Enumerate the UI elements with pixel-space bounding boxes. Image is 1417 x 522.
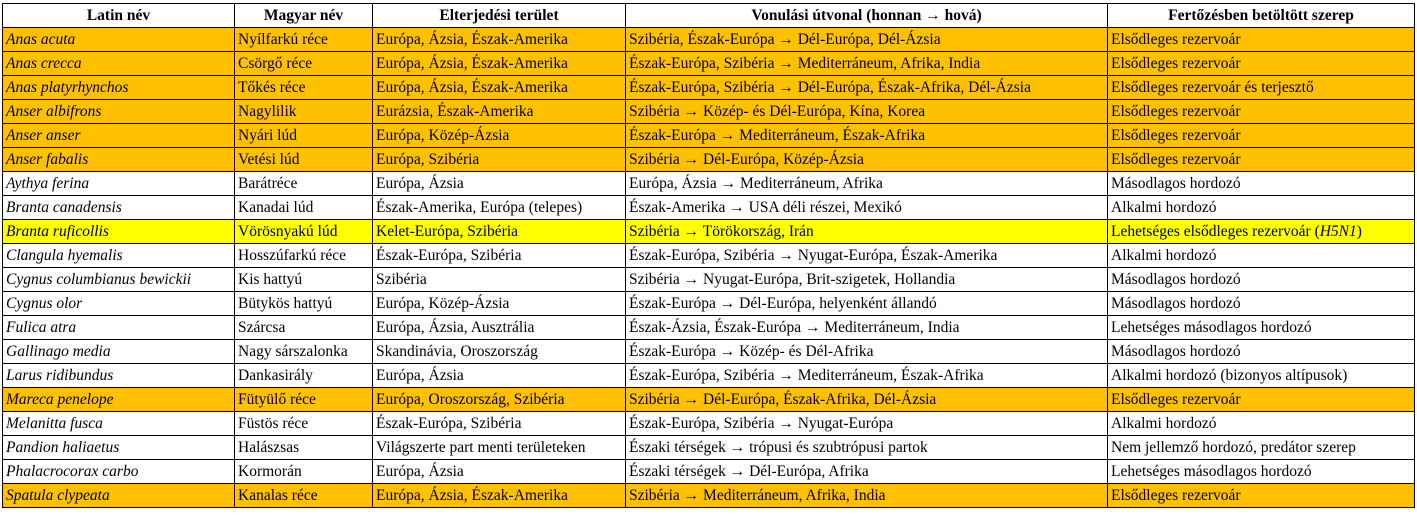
cell-hungarian-name: Nagy sárszalonka	[235, 340, 373, 364]
cell-infection-role: Elsődleges rezervoár	[1108, 124, 1415, 148]
cell-latin-name: Aythya ferina	[3, 172, 235, 196]
cell-infection-role: Elsődleges rezervoár	[1108, 28, 1415, 52]
cell-infection-role: Elsődleges rezervoár	[1108, 100, 1415, 124]
cell-latin-name: Pandion haliaetus	[3, 436, 235, 460]
cell-range: Európa, Ázsia, Ausztrália	[373, 316, 626, 340]
cell-latin-name: Cygnus columbianus bewickii	[3, 268, 235, 292]
table-row	[3, 28, 1415, 52]
cell-hungarian-name: Bütykös hattyú	[235, 292, 373, 316]
cell-hungarian-name: Nagylilik	[235, 100, 373, 124]
cell-latin-name: Anas crecca	[3, 52, 235, 76]
cell-infection-role: Alkalmi hordozó	[1108, 244, 1415, 268]
table-row	[3, 52, 1415, 76]
cell-range: Európa, Ázsia, Észak-Amerika	[373, 28, 626, 52]
cell-range: Eurázsia, Észak-Amerika	[373, 100, 626, 124]
cell-range: Európa, Ázsia	[373, 172, 626, 196]
cell-latin-name: Phalacrocorax carbo	[3, 460, 235, 484]
cell-hungarian-name: Szárcsa	[235, 316, 373, 340]
cell-range: Európa, Ázsia	[373, 364, 626, 388]
cell-migration-route: Szibéria → Dél-Európa, Észak-Afrika, Dél-Ázsia	[626, 388, 1108, 412]
cell-range: Európa, Szibéria	[373, 148, 626, 172]
table-body	[3, 28, 1415, 508]
table-row	[3, 196, 1415, 220]
cell-range: Európa, Közép-Ázsia	[373, 124, 626, 148]
table-row	[3, 244, 1415, 268]
cell-hungarian-name: Halászsas	[235, 436, 373, 460]
cell-latin-name: Branta ruficollis	[3, 220, 235, 244]
cell-hungarian-name: Csörgő réce	[235, 52, 373, 76]
cell-range: Világszerte part menti területeken	[373, 436, 626, 460]
cell-range: Észak-Európa, Szibéria	[373, 244, 626, 268]
cell-hungarian-name: Kormorán	[235, 460, 373, 484]
cell-infection-role: Lehetséges másodlagos hordozó	[1108, 316, 1415, 340]
cell-migration-route: Észak-Európa, Szibéria → Mediterráneum, Afrika, India	[626, 52, 1108, 76]
cell-infection-role: Elsődleges rezervoár	[1108, 388, 1415, 412]
cell-latin-name: Anser fabalis	[3, 148, 235, 172]
cell-migration-route: Észak-Európa, Szibéria → Dél-Európa, Észak-Afrika, Dél-Ázsia	[626, 76, 1108, 100]
cell-range: Észak-Amerika, Európa (telepes)	[373, 196, 626, 220]
bird-species-table	[2, 3, 1415, 508]
cell-migration-route: Szibéria → Dél-Európa, Közép-Ázsia	[626, 148, 1108, 172]
cell-hungarian-name: Nyílfarkú réce	[235, 28, 373, 52]
cell-range: Európa, Közép-Ázsia	[373, 292, 626, 316]
role-subtype: H5N1	[1319, 222, 1357, 240]
cell-latin-name: Mareca penelope	[3, 388, 235, 412]
cell-migration-route: Észak-Európa → Közép- és Dél-Afrika	[626, 340, 1108, 364]
cell-migration-route: Észak-Európa, Szibéria → Nyugat-Európa, Észak-Amerika	[626, 244, 1108, 268]
table-row	[3, 364, 1415, 388]
cell-range: Európa, Ázsia, Észak-Amerika	[373, 484, 626, 508]
cell-hungarian-name: Vetési lúd	[235, 148, 373, 172]
header-hungarian-name: Magyar név	[235, 4, 373, 28]
table-row	[3, 340, 1415, 364]
cell-infection-role: Alkalmi hordozó (bizonyos altípusok)	[1108, 364, 1415, 388]
cell-range: Skandinávia, Oroszország	[373, 340, 626, 364]
cell-infection-role: Másodlagos hordozó	[1108, 340, 1415, 364]
cell-migration-route: Észak-Európa, Szibéria → Mediterráneum, Észak-Afrika	[626, 364, 1108, 388]
header-infection-role: Fertőzésben betöltött szerep	[1108, 4, 1415, 28]
cell-migration-route: Szibéria → Törökország, Irán	[626, 220, 1108, 244]
cell-hungarian-name: Hosszúfarkú réce	[235, 244, 373, 268]
cell-migration-route: Észak-Ázsia, Észak-Európa → Mediterráneum, India	[626, 316, 1108, 340]
table-row	[3, 172, 1415, 196]
cell-infection-role: Másodlagos hordozó	[1108, 292, 1415, 316]
cell-migration-route: Szibéria → Mediterráneum, Afrika, India	[626, 484, 1108, 508]
cell-hungarian-name: Vörösnyakú lúd	[235, 220, 373, 244]
cell-infection-role: Alkalmi hordozó	[1108, 412, 1415, 436]
cell-infection-role: Lehetséges elsődleges rezervoár (H5N1)	[1108, 220, 1415, 244]
table-row	[3, 412, 1415, 436]
cell-hungarian-name: Barátréce	[235, 172, 373, 196]
cell-latin-name: Anas platyrhynchos	[3, 76, 235, 100]
cell-infection-role: Elsődleges rezervoár	[1108, 52, 1415, 76]
cell-migration-route: Északi térségek → trópusi és szubtrópusi partok	[626, 436, 1108, 460]
cell-migration-route: Északi térségek → Dél-Európa, Afrika	[626, 460, 1108, 484]
cell-migration-route: Észak-Európa → Mediterráneum, Észak-Afrika	[626, 124, 1108, 148]
table-row	[3, 268, 1415, 292]
cell-migration-route: Szibéria → Nyugat-Európa, Brit-szigetek, Hollandia	[626, 268, 1108, 292]
cell-latin-name: Clangula hyemalis	[3, 244, 235, 268]
cell-latin-name: Anser anser	[3, 124, 235, 148]
cell-hungarian-name: Nyári lúd	[235, 124, 373, 148]
cell-latin-name: Anas acuta	[3, 28, 235, 52]
cell-latin-name: Gallinago media	[3, 340, 235, 364]
table-row	[3, 100, 1415, 124]
cell-migration-route: Szibéria → Közép- és Dél-Európa, Kína, Korea	[626, 100, 1108, 124]
cell-range: Kelet-Európa, Szibéria	[373, 220, 626, 244]
table-row	[3, 76, 1415, 100]
cell-migration-route: Szibéria, Észak-Európa → Dél-Európa, Dél-Ázsia	[626, 28, 1108, 52]
cell-infection-role: Elsődleges rezervoár	[1108, 148, 1415, 172]
cell-latin-name: Melanitta fusca	[3, 412, 235, 436]
header-range: Elterjedési terület	[373, 4, 626, 28]
cell-latin-name: Fulica atra	[3, 316, 235, 340]
cell-range: Európa, Ázsia, Észak-Amerika	[373, 76, 626, 100]
cell-range: Európa, Oroszország, Szibéria	[373, 388, 626, 412]
cell-infection-role: Nem jellemző hordozó, predátor szerep	[1108, 436, 1415, 460]
cell-latin-name: Spatula clypeata	[3, 484, 235, 508]
table-row	[3, 484, 1415, 508]
cell-migration-route: Észak-Európa → Dél-Európa, helyenként állandó	[626, 292, 1108, 316]
cell-latin-name: Branta canadensis	[3, 196, 235, 220]
cell-hungarian-name: Kanadai lúd	[235, 196, 373, 220]
cell-migration-route: Európa, Ázsia → Mediterráneum, Afrika	[626, 172, 1108, 196]
cell-infection-role: Másodlagos hordozó	[1108, 268, 1415, 292]
cell-hungarian-name: Kis hattyú	[235, 268, 373, 292]
cell-hungarian-name: Tőkés réce	[235, 76, 373, 100]
cell-infection-role: Másodlagos hordozó	[1108, 172, 1415, 196]
role-text: Lehetséges elsődleges rezervoár	[1111, 222, 1311, 240]
table-row	[3, 388, 1415, 412]
header-migration-route: Vonulási útvonal (honnan → hová)	[626, 4, 1108, 28]
table-row	[3, 148, 1415, 172]
cell-hungarian-name: Dankasirály	[235, 364, 373, 388]
cell-infection-role: Elsődleges rezervoár	[1108, 484, 1415, 508]
cell-range: Európa, Ázsia, Észak-Amerika	[373, 52, 626, 76]
table-row	[3, 460, 1415, 484]
cell-latin-name: Larus ridibundus	[3, 364, 235, 388]
table-row	[3, 436, 1415, 460]
cell-latin-name: Cygnus olor	[3, 292, 235, 316]
cell-infection-role: Elsődleges rezervoár és terjesztő	[1108, 76, 1415, 100]
table-row	[3, 220, 1415, 244]
cell-hungarian-name: Füstös réce	[235, 412, 373, 436]
table-row	[3, 124, 1415, 148]
cell-range: Szibéria	[373, 268, 626, 292]
cell-range: Észak-Európa, Szibéria	[373, 412, 626, 436]
table-header-row	[3, 4, 1415, 28]
cell-range: Európa, Ázsia	[373, 460, 626, 484]
table-row	[3, 316, 1415, 340]
cell-latin-name: Anser albifrons	[3, 100, 235, 124]
cell-hungarian-name: Kanalas réce	[235, 484, 373, 508]
cell-infection-role: Lehetséges másodlagos hordozó	[1108, 460, 1415, 484]
cell-hungarian-name: Fütyülő réce	[235, 388, 373, 412]
header-latin-name: Latin név	[3, 4, 235, 28]
cell-infection-role: Alkalmi hordozó	[1108, 196, 1415, 220]
table-row	[3, 292, 1415, 316]
cell-migration-route: Észak-Amerika → USA déli részei, Mexikó	[626, 196, 1108, 220]
cell-migration-route: Észak-Európa, Szibéria → Nyugat-Európa	[626, 412, 1108, 436]
